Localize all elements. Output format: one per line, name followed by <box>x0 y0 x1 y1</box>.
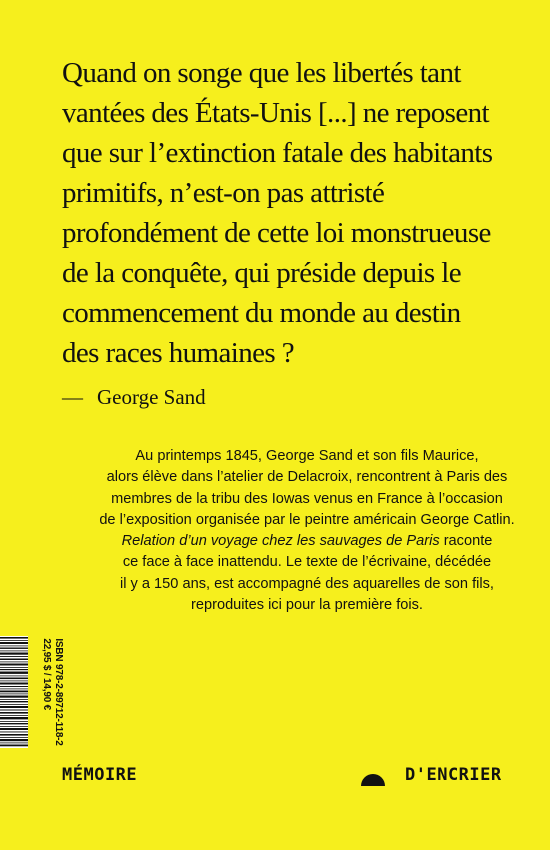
price: 22,95 $ / 14,90 € <box>41 638 52 710</box>
publisher-name-right: D'ENCRIER <box>405 765 502 785</box>
quote-line: que sur l’extinction fatale des habitants <box>62 137 493 169</box>
description-line: reproduites ici pour la première fois. <box>191 597 423 614</box>
barcode-icon <box>0 636 28 748</box>
isbn-number: ISBN 978-2-89712-118-2 <box>53 638 64 746</box>
description-line: ce face à face inattendu. Le texte de l’écrivaine, décédée <box>122 554 492 571</box>
isbn-price <box>32 636 72 748</box>
description-text: raconte <box>439 533 493 550</box>
description-line: de l’exposition organisée par le peintre américain George Catlin. <box>99 511 515 528</box>
quote <box>62 53 532 373</box>
description-line <box>72 531 542 552</box>
publisher-name-left: MÉMOIRE <box>62 765 138 785</box>
quote-attribution <box>62 384 206 410</box>
quote-line: profondément de cette loi monstrueuse <box>62 217 491 249</box>
description-line: alors élève dans l’atelier de Delacroix, rencontrent à Paris des <box>106 469 508 486</box>
book-title: Relation d’un voyage chez les sauvages de Paris <box>121 533 440 550</box>
quote-line: de la conquête, qui préside depuis le <box>62 257 461 289</box>
quote-line: commencement du monde au destin <box>62 297 461 329</box>
author-name: George Sand <box>97 385 206 409</box>
description-line: il y a 150 ans, est accompagné des aquarelles de son fils, <box>120 575 494 592</box>
barcode <box>0 636 28 748</box>
description-line: Au printemps 1845, George Sand et son fils Maurice, <box>135 448 479 464</box>
quote-line: des races humaines ? <box>62 337 294 369</box>
quote-line: primitifs, n’est-on pas attristé <box>62 177 385 209</box>
quote-line: vantées des États-Unis [...] ne reposent <box>62 97 489 129</box>
quote-line: Quand on songe que les libertés tant <box>62 57 461 89</box>
em-dash: — <box>62 385 83 409</box>
book-description <box>72 446 542 616</box>
half-circle-icon <box>360 765 386 787</box>
description-line: membres de la tribu des Iowas venus en France à l’occasion <box>111 490 503 507</box>
